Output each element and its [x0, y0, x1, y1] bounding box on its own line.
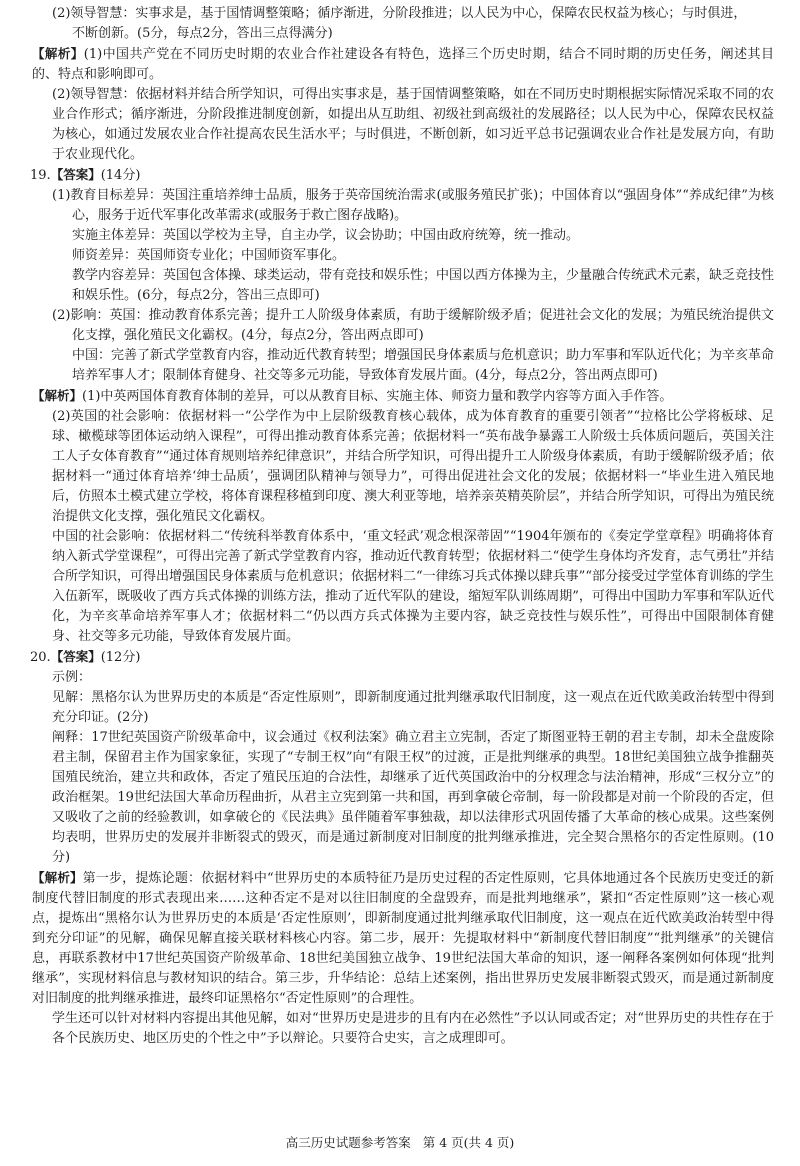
q19-answer-1-subject: 实施主体差异：英国以学校为主导，自主办学，议会协助；中国由政府统筹，统一推动。	[72, 228, 580, 243]
q20-analysis-2: 学生还可以针对材料内容提出其他见解，如对“世界历史是进步的且有内在必然性”予以认同或否定；对“世界历史的共性存在于各个民族历史、地区历史的个性之中”予以辩论。只要符合史实，言之成理即可。	[52, 1011, 774, 1046]
q19-answer-2: (2)影响：英国：推动教育体系完善；提升工人阶级身体素质，有助于缓解阶级矛盾；促进社会文化的发展；为殖民统治提供文化支撑，强化殖民文化霸权。(4分，每点2分，答出两点即可)	[52, 308, 774, 343]
q19-analysis-2: (2)英国的社会影响：依据材料一“公学作为中上层阶级教育核心载体，成为体育教育的重要引领者”“拉格比公学将板球、足球、橄榄球等团体运动纳入课程”，可得出推动教育体系完善；依据材料一“英布战争暴露工人阶级士兵体质问题后，英国关注工人子女体育教育”“通过体育规则培养纪律意识”，并结合所学知识，可得出提升工人阶级身体素质，有助于缓解阶级矛盾；依据材料一“通过体育培养‘绅士品质’，强调团队精神与领导力”，可得出促进社会文化的发展；依据材料一“毕业生进入殖民地后，仿照本土模式建立学校，将体育课程移植到印度、澳大利亚等地，培养亲英精英阶层”，并结合所学知识，可得出为殖民统治提供文化支撑，强化殖民文化霸权。	[52, 409, 774, 524]
q20-explanation: 阐释：17世纪英国资产阶级革命中，议会通过《权利法案》确立君主立宪制，否定了斯图亚特王朝的君主专制，却未全盘废除君主制，保留君主作为国家象征，实现了“专制王权”向“有限王权”的过渡，正是批判继承的典型。18世纪美国独立战争推翻英国殖民统治，建立共和政体，否定了殖民压迫的合法性，却继承了近代英国政治中的分权理念与法治精神，形成“三权分立”的政治框架。19世纪法国大革命历程曲折，从君主立宪到第一共和国，再到拿破仑帝制，每一阶段都是对前一个阶段的否定，但又吸收了之前的经验教训，如拿破仑的《民法典》虽伴随着军事独裁，却以法律形式巩固传播了大革命的核心成果。这些案例均表明，世界历史的发展并非断裂式的毁灭，而是通过新制度对旧制度的批判继承推进，完全契合黑格尔的否定性原则。(10分)	[52, 730, 774, 865]
q18-answer-2-cont: 不断创新。(5分，每点2分，答出三点得满分)	[72, 26, 333, 41]
q20-score: (12分)	[100, 650, 141, 665]
q20-view: 见解：黑格尔认为世界历史的本质是“否定性原则”，即新制度通过批判继承取代旧制度，这一观点在近代欧美政治转型中得到充分印证。(2分)	[52, 690, 774, 725]
q18-continued	[32, 4, 774, 165]
q20-number: 20.	[30, 650, 51, 665]
q20-analysis-1: 【解析】第一步，提炼论题：依据材料中“世界历史的本质特征乃是历史过程的否定性原则，它具体地通过各个民族历史变迁的新制度代替旧制度的形式表现出来……这种否定不是对以往旧制度的全盘毁弃，而是批判地继承”，紧扣“否定性原则”这一核心观点，提炼出“黑格尔认为世界历史的本质是‘否定性原则’，即新制度通过批判继承取代旧制度，这一观点在近代欧美政治转型中得到充分印证”的见解，确保见解直接关联材料核心内容。第二步，展开：先提取材料中“新制度代替旧制度”“批判继承”的关键信息，再联系教材中17世纪英国资产阶级革命、18世纪美国独立战争、19世纪法国大革命的知识，逐一阐释各案例如何体现“批判继承”，实现材料信息与教材知识的结合。第三步，升华结论：总结上述案例，指出世界历史发展非断裂式毁灭，而是通过新制度对旧制度的批判继承推进，最终印证黑格尔“否定性原则”的合理性。	[32, 870, 774, 1006]
answer-tag: 【答案】	[50, 167, 101, 182]
q19-analysis-3: 中国的社会影响：依据材料二“传统科举教育体系中，‘重文轻武’观念根深蒂固”“1904年颁布的《奏定学堂章程》明确将体育纳入新式学堂课程”，可得出完善了新式学堂教育内容，推动近代教育转型；依据材料二“使学生身体均齐发育，志气勇壮”并结合所学知识，可得出增强国民身体素质与危机意识；依据材料二“一律练习兵式体操以肆兵事”“部分接受过学堂体育训练的学生入伍新军，既吸收了西方兵式体操的训练方法，推动了近代军队的建设，缩短军队训练周期”，可得出中国助力军事和军队近代化，为辛亥革命培养军事人才；依据材料二“仍以西方兵式体操为主要内容，缺乏竞技性与娱乐性”，可得出中国限制体育健身、社交等多元功能，导致体育发展片面。	[52, 529, 774, 644]
q19-score: (14分)	[100, 168, 141, 183]
q18-analysis-2: (2)领导智慧：依据材料并结合所学知识，可得出实事求是，基于国情调整策略，如在不同历史时期根据实际情况采取不同的农业合作形式；循序渐进，分阶段推进制度创新，如提出从互助组、初级社到高级社的发展路径；以人民为中心，保障农民权益为核心，如通过发展农业合作社提高农民生活水平；与时俱进，不断创新，如习近平总书记强调农业合作社是发展方向，有助于农业现代化。	[52, 87, 774, 162]
q19-answer-2-china: 中国：完善了新式学堂教育内容，推动近代教育转型；增强国民身体素质与危机意识；助力军事和军队近代化；为辛亥革命培养军事人才；限制体育健身、社交等多元功能，导致体育发展片面。(4分，每点2分，答出两点即可)	[72, 348, 775, 383]
page-footer	[0, 1133, 800, 1153]
q19-answer-1-teachers: 师资差异：英国师资专业化；中国师资军事化。	[72, 248, 346, 263]
answer-tag: 【答案】	[50, 649, 101, 664]
question-19	[32, 165, 774, 647]
q19-answer-1-content: 教学内容差异：英国包含体操、球类运动，带有竞技和娱乐性；中国以西方体操为主，少量融合传统武术元素，缺乏竞技性和娱乐性。(6分，每点2分，答出三点即可)	[72, 268, 775, 303]
q20-header	[30, 647, 774, 668]
q19-analysis-1: 【解析】(1)中英两国体育教育体制的差异，可以从教育目标、实施主体、师资力量和教学内容等方面入手作答。	[32, 388, 673, 404]
q19-number: 19.	[30, 168, 51, 183]
q20-example-label: 示例：	[52, 670, 92, 685]
question-20	[32, 647, 774, 1049]
analysis-tag: 【解析】	[32, 388, 83, 403]
q19-answer-1: (1)教育目标差异：英国注重培养绅士品质，服务于英帝国统治需求(或服务殖民扩张)；中国体育以“强固身体”“养成纪律”为核心，服务于近代军事化改革需求(或服务于救亡图存战略)。	[52, 188, 774, 223]
analysis-tag: 【解析】	[32, 46, 84, 61]
q18-analysis-1: 【解析】(1)中国共产党在不同历史时期的农业合作社建设各有特色，选择三个历史时期，结合不同时期的历史任务，阐述其目的、特点和影响即可。	[32, 46, 774, 82]
analysis-tag: 【解析】	[32, 870, 83, 885]
footer-title: 高三历史试题参考答案	[285, 1135, 411, 1150]
footer-page-number: 第 4 页(共 4 页)	[422, 1135, 515, 1150]
q19-header	[30, 165, 774, 186]
q18-answer-2: (2)领导智慧：实事求是，基于国情调整策略；循序渐进，分阶段推进；以人民为中心，保障农民权益为核心；与时俱进，	[52, 6, 747, 21]
